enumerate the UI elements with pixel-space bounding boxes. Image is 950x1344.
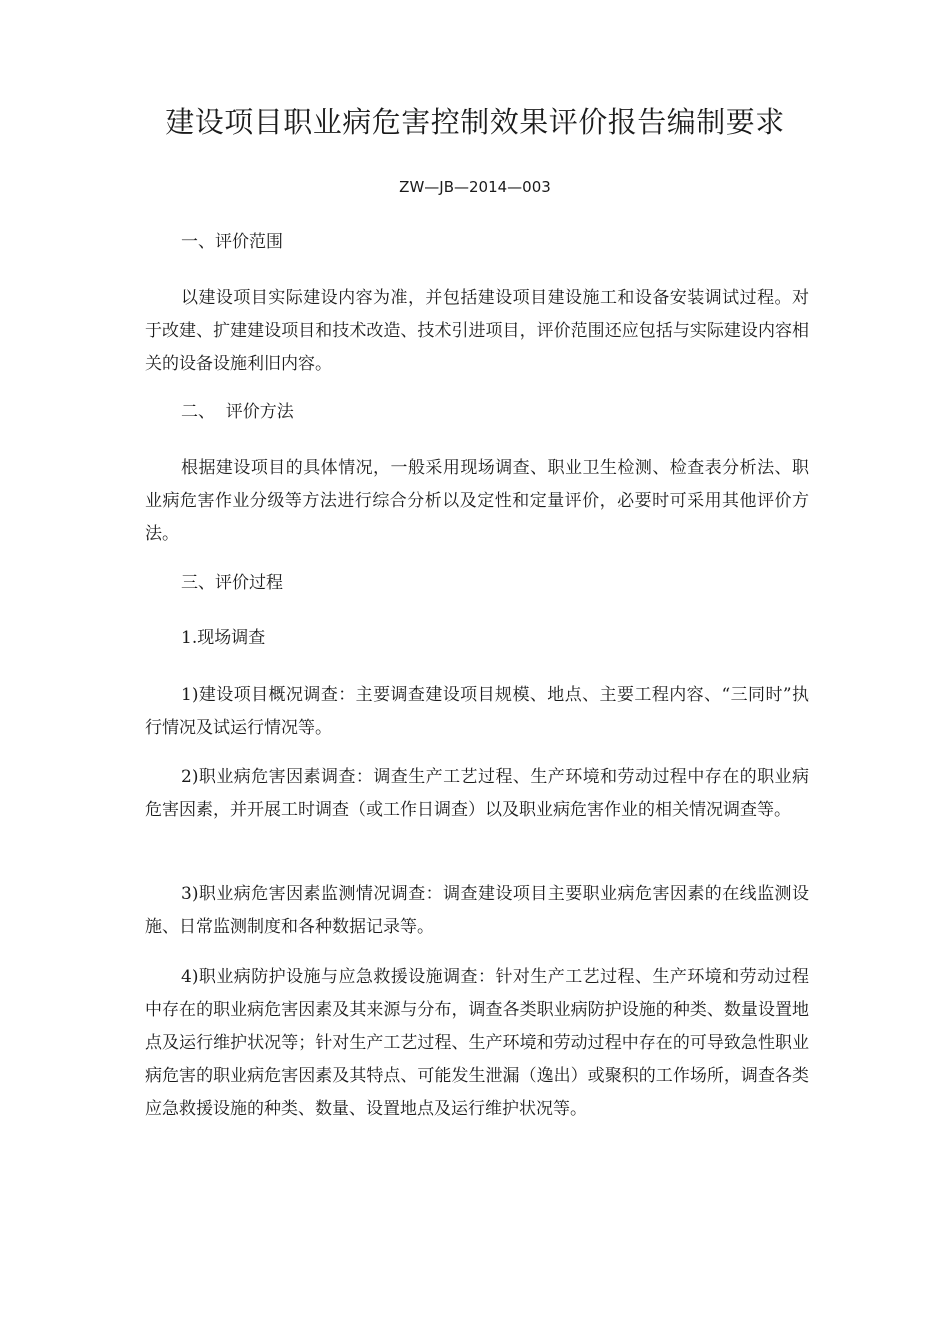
section-3-heading: 三、评价过程 [181,573,283,593]
document-code: ZW—JB—2014—003 [399,178,551,196]
document-title: 建设项目职业病危害控制效果评价报告编制要求 [165,105,785,139]
section-3-subheading: 1.现场调查 [181,628,266,648]
list-item-3: 3)职业病危害因素监测情况调查：调查建设项目主要职业病危害因素的在线监测设施、日常监测制度和各种数据记录等。 [145,884,809,937]
section-1-body: 以建设项目实际建设内容为准，并包括建设项目建设施工和设备安装调试过程。对于改建、扩建建设项目和技术改造、技术引进项目，评价范围还应包括与实际建设内容相关的设备设施利旧内容。 [145,288,809,374]
list-item-1: 1)建设项目概况调查：主要调查建设项目规模、地点、主要工程内容、“三同时”执行情况及试运行情况等。 [145,685,809,738]
section-2-heading: 二、 评价方法 [181,402,294,422]
section-1-heading: 一、评价范围 [181,232,283,252]
list-item-4: 4)职业病防护设施与应急救援设施调查：针对生产工艺过程、生产环境和劳动过程中存在的职业病危害因素及其来源与分布，调查各类职业病防护设施的种类、数量设置地点及运行维护状况等；针对生产工艺过程、生产环境和劳动过程中存在的可导致急性职业病危害的职业病危害因素及其特点、可能发生泄漏（逸出）或聚积的工作场所，调查各类应急救援设施的种类、数量、设置地点及运行维护状况等。 [145,967,809,1119]
section-2-body: 根据建设项目的具体情况，一般采用现场调查、职业卫生检测、检查表分析法、职业病危害作业分级等方法进行综合分析以及定性和定量评价，必要时可采用其他评价方法。 [145,458,809,544]
list-item-2: 2)职业病危害因素调查：调查生产工艺过程、生产环境和劳动过程中存在的职业病危害因素，并开展工时调查（或工作日调查）以及职业病危害作业的相关情况调查等。 [145,767,809,820]
